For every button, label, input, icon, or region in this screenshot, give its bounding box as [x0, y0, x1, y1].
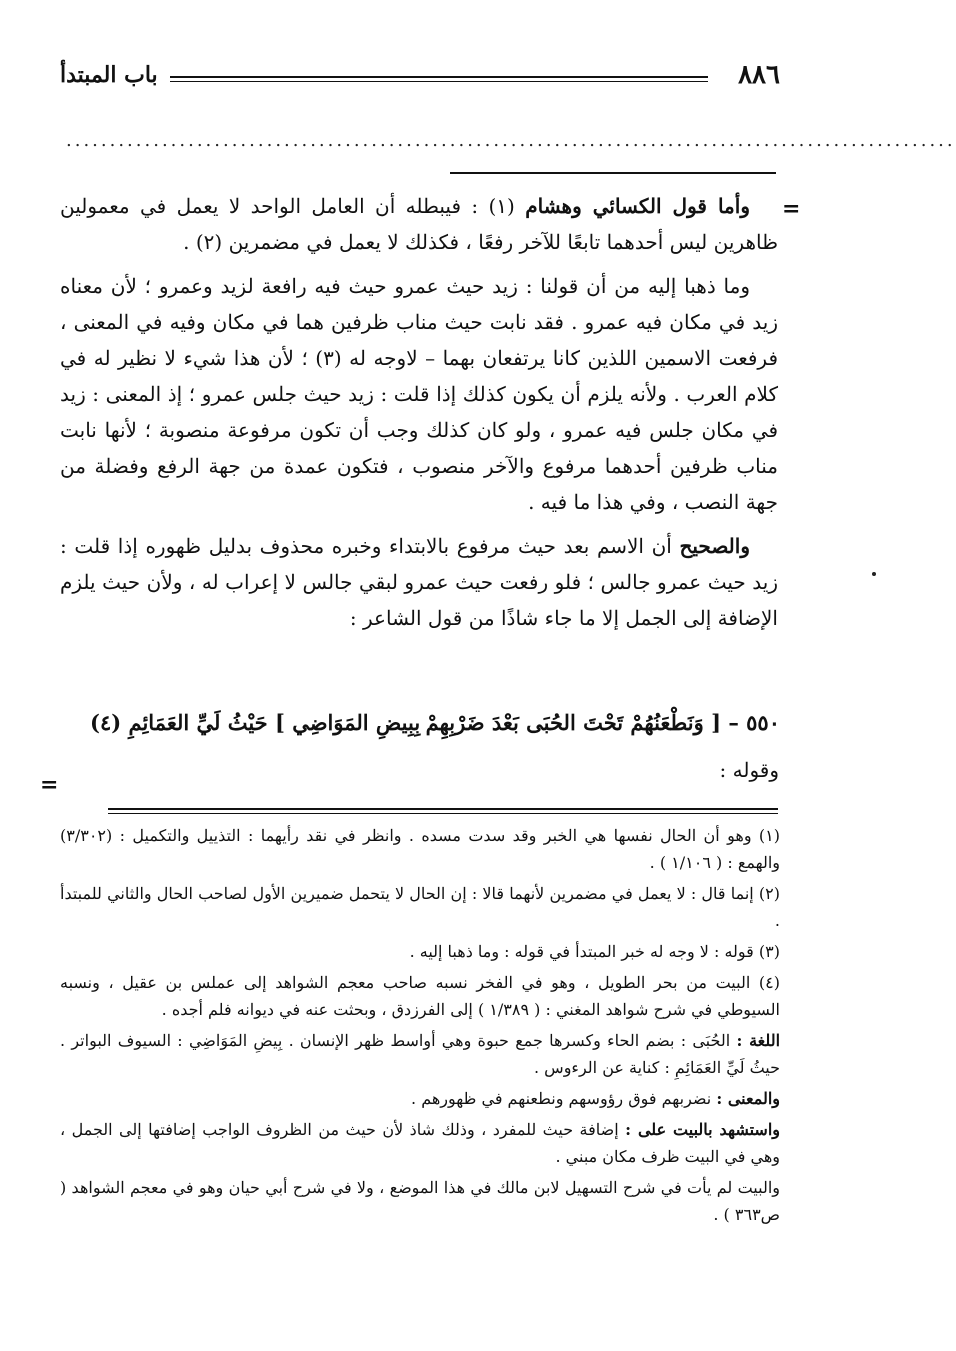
- page-number: ٨٨٦: [738, 60, 780, 90]
- paragraph-3-body: أن الاسم بعد حيث مرفوع بالابتداء وخبره محذوف بدليل ظهوره إذا قلت : زيد حيث عمرو جالس ؛ فلو رفعت حيث عمرو لبقي جالس لا إعراب له ، ولأن حيث يلزم الإضافة إلى الجمل إلا ما جاء شاذًا من قول الشاعر :: [60, 534, 779, 630]
- verse-number: ٥٥٠ –: [728, 710, 780, 735]
- lugha-text: الحُبَى : بضم الحاء وكسرها جمع حبوة وهي أواسط ظهر الإنسان . بِيضِ المَوَاضِي : السيوف البواتر . حيثُ لَيِّ العَمَائِمِ : كناية عن الرءوس .: [60, 1031, 780, 1077]
- continuation-mark-bottom: =: [40, 772, 59, 798]
- footnote-istishhad: [60, 1116, 780, 1170]
- paragraph-3: [60, 528, 778, 636]
- maana-text: نضربهم فوق رؤوسهم ونطعنهم في ظهورهم .: [411, 1089, 717, 1108]
- dotted-separator: ......................................................................................................: [66, 130, 956, 151]
- lugha-label: اللغة :: [736, 1031, 781, 1050]
- verse-footnote-ref: (٤): [90, 710, 122, 735]
- paragraph-1: [60, 188, 778, 260]
- page-header: [60, 60, 780, 100]
- short-rule: [450, 172, 776, 174]
- footnotes: [60, 822, 780, 1232]
- footnote-maana: [60, 1085, 780, 1112]
- paragraph-1-body: (١) : فيبطله أن العامل الواحد لا يعمل في معمولين ظاهرين ليس أحدهما تابعًا للآخر رفعًا ، فكذلك لا يعمل في مضمرين (٢) .: [60, 194, 778, 254]
- margin-dot: [872, 572, 876, 576]
- istishhad-text: إضافة حيث للمفرد ، وذلك شاذ لأن حيث من الظروف الواجب إضافتها إلى الجمل ، وهي في البيت ظرف مكان مبني .: [60, 1120, 780, 1166]
- footnote-lugha: [60, 1027, 780, 1081]
- paragraph-3-lead: والصحيح: [679, 534, 750, 558]
- footnote-rule: [108, 808, 778, 814]
- header-rule: [170, 76, 708, 82]
- verse-first-half: [ وَنَطْعَنُهُمْ تَحْتَ الحُبَى بَعْدَ ضَرْبِهِمْ: [425, 710, 722, 735]
- istishhad-label: واستشهد بالبيت على :: [625, 1120, 780, 1139]
- footnote-4: (٤) البيت من بحر الطويل ، وهو في الفخر نسبه صاحب معجم الشواهد إلى عملس بن عقيل ، ونسبه السيوطي في شرح شواهد المغني : ( ١/٣٨٩ ) إلى الفرزدق ، وبحثت عنه في ديوانه فلم أجده .: [60, 973, 780, 1019]
- paragraph-2: وما ذهبا إليه من أن قولنا : زيد حيث عمرو حيث فيه رافعة لزيد وعمرو ؛ لأن معناه زيد في مكان فيه عمرو . فقد نابت حيث مناب ظرفين هما في مكان وفيه في المعنى ، فرفعت الاسمين اللذين كانا يرتفعان بهما – لاوجه له (٣) ؛ لأن هذا شيء لا نظير له في كلام العرب . ولأنه يلزم أن يكون كذلك إذا قلت : زيد حيث جلس عمرو ؛ إذ المعنى : زيد في مكان جلس فيه عمرو ، ولو كان كذلك وجب أن تكون مرفوعة منصوبة ؛ لأنها نابت مناب ظرفين أحدهما مرفوع والآخر منصوب ، فتكون عمدة من جهة الرفع وفضلة من جهة النصب ، وفي هذا ما فيه .: [60, 274, 779, 514]
- main-text: [60, 188, 778, 644]
- chapter-title: باب المبتدأ: [60, 62, 158, 88]
- footnote-last: والبيت لم يأت في شرح التسهيل لابن مالك في هذا الموضع ، ولا في شرح أبي حيان وهو في معجم الشواهد ( ص٣٦٣ ) .: [60, 1178, 780, 1224]
- paragraph-1-lead: وأما قول الكسائي وهشام: [525, 194, 750, 218]
- verse-continuation: وقوله :: [719, 758, 779, 782]
- verse-first-hemistich: [426, 710, 780, 735]
- poetry-verse: [90, 710, 780, 750]
- footnote-1: (١) وهو أن الحال نفسها هي الخبر وقد سدت مسده . وانظر في نقد رأيهما : التذييل والتكميل : (٣/٣٠٢) والهمع : ( ١/١٠٦ ) .: [60, 826, 780, 872]
- maana-label: والمعنى :: [716, 1089, 780, 1108]
- verse-second-hemistich: [90, 710, 420, 735]
- footnote-3: (٣) قوله : لا وجه له خبر المبتدأ في قوله : وما ذهبا إليه .: [409, 942, 780, 961]
- footnote-2: (٢) إنما قال : لا يعمل في مضمرين لأنهما قالا : إن الحال لا يتحمل ضميرين الأول لصاحب الحال والثاني للمبتدأ .: [60, 884, 780, 930]
- verse-second-half: بِبِيضِ المَوَاضِي ] حَيْثُ لَيِّ العَمَائِمِ: [128, 710, 421, 735]
- continuation-mark-top: =: [782, 196, 801, 222]
